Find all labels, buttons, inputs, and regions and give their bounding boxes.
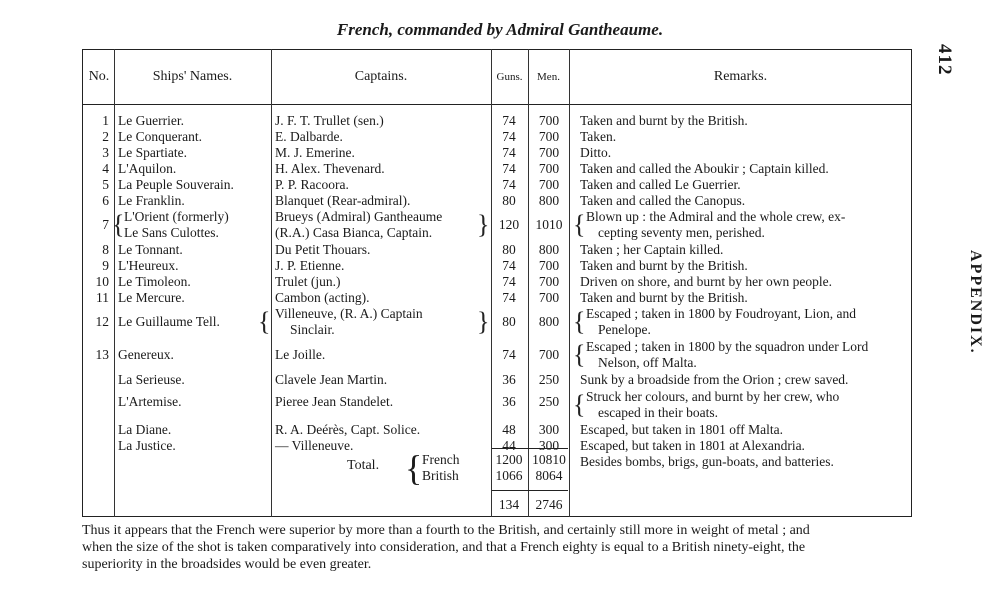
captain-name-alt: (R.A.) Casa Bianca, Captain. — [275, 225, 433, 240]
table-row — [0, 177, 1000, 193]
table-row — [0, 422, 1000, 438]
ship-name: Genereux. — [118, 347, 174, 362]
men-value: 800 — [538, 314, 560, 329]
total-label: Total. — [347, 458, 380, 473]
guns-value: 74 — [502, 258, 516, 273]
captain-name: Villeneuve, (R. A.) Captain — [275, 306, 423, 321]
sum-rule — [492, 448, 568, 449]
footer-line: Thus it appears that the French were superior by more than a fourth to the British, and certainly still more in weight of metal ; and — [82, 523, 810, 538]
french-men: 10810 — [532, 452, 566, 467]
ship-name: Le Franklin. — [118, 193, 185, 208]
guns-value: 74 — [502, 129, 516, 144]
french-label: French — [422, 452, 460, 467]
captain-name: Clavele Jean Martin. — [275, 372, 388, 387]
brace-mark: } — [477, 307, 490, 336]
ship-name: La Justice. — [118, 438, 176, 453]
ship-name: L'Orient (formerly) — [124, 209, 229, 224]
header-remarks: Remarks. — [713, 69, 768, 84]
header-men: Men. — [537, 71, 560, 83]
remark-continued: cepting seventy men, perished. — [598, 225, 765, 240]
captain-name: — Villeneuve. — [275, 438, 354, 453]
row-no: 5 — [102, 177, 109, 192]
remark-continued: escaped in their boats. — [598, 405, 718, 420]
brace-mark: { — [573, 307, 586, 336]
men-value: 250 — [538, 394, 560, 409]
men-value: 700 — [538, 177, 560, 192]
remark: Taken and burnt by the British. — [580, 290, 748, 305]
remark: Taken and burnt by the British. — [580, 258, 748, 273]
remark: Escaped, but taken in 1801 off Malta. — [580, 422, 783, 437]
guns-value: 74 — [502, 113, 516, 128]
guns-value: 74 — [502, 161, 516, 176]
men-value: 700 — [538, 145, 560, 160]
men-value: 1010 — [535, 217, 563, 232]
remark-continued: Nelson, off Malta. — [598, 355, 697, 370]
british-guns: 1066 — [495, 468, 523, 483]
ship-name: Le Mercure. — [118, 290, 185, 305]
guns-value: 74 — [502, 347, 516, 362]
brace-mark: { — [112, 210, 125, 239]
men-value: 800 — [538, 193, 560, 208]
brace-mark: { — [258, 307, 271, 336]
men-value: 700 — [538, 258, 560, 273]
extra-remark: Besides bombs, brigs, gun-boats, and batteries. — [580, 454, 834, 469]
header-guns: Guns. — [496, 71, 523, 83]
table-row — [0, 389, 1000, 422]
remark: Driven on shore, and burnt by her own people. — [580, 274, 832, 289]
ship-name: L'Artemise. — [118, 394, 182, 409]
remark: Taken and called the Canopus. — [580, 193, 746, 208]
french-guns: 1200 — [495, 452, 523, 467]
row-no: 12 — [95, 314, 109, 329]
page-title: French, commanded by Admiral Gantheaume. — [336, 20, 664, 39]
remark: Taken and burnt by the British. — [580, 113, 748, 128]
table-row — [0, 145, 1000, 161]
table-row — [0, 242, 1000, 258]
captain-name: Le Joille. — [275, 347, 326, 362]
row-no: 10 — [95, 274, 109, 289]
table-row — [0, 129, 1000, 145]
men-value: 250 — [538, 372, 560, 387]
guns-value: 74 — [502, 177, 516, 192]
remark: Blown up : the Admiral and the whole crew, ex- — [586, 209, 846, 224]
table-row — [0, 193, 1000, 209]
men-value: 700 — [538, 129, 560, 144]
remark: Sunk by a broadside from the Orion ; crew saved. — [580, 372, 849, 387]
captain-name: M. J. Emerine. — [275, 145, 355, 160]
row-no: 6 — [102, 193, 109, 208]
difference-guns: 134 — [498, 497, 520, 512]
row-no: 11 — [96, 290, 109, 305]
header-divider — [82, 104, 912, 105]
total-men — [530, 452, 568, 484]
men-value: 300 — [538, 438, 560, 453]
footer-line: when the size of the shot is taken comparatively into consideration, and that a French eighty is equal to a British ninety-eight, the — [82, 540, 806, 555]
table-body — [0, 113, 1000, 470]
page-number: 412 — [934, 44, 955, 76]
guns-value: 44 — [502, 438, 516, 453]
remark: Ditto. — [580, 145, 612, 160]
header-no: No. — [88, 69, 110, 84]
guns-value: 74 — [502, 145, 516, 160]
header-captain: Captains. — [354, 69, 408, 84]
remark: Escaped ; taken in 1800 by the squadron under Lord — [586, 339, 869, 354]
guns-value: 74 — [502, 290, 516, 305]
ship-name: Le Tonnant. — [118, 242, 183, 257]
men-value: 700 — [538, 113, 560, 128]
captain-name-alt: Sinclair. — [290, 322, 335, 337]
row-no: 9 — [102, 258, 109, 273]
ship-name: Le Timoleon. — [118, 274, 191, 289]
captain-name: P. P. Racoora. — [275, 177, 349, 192]
row-no: 7 — [102, 217, 109, 232]
table-row — [0, 161, 1000, 177]
ship-name: Le Guerrier. — [118, 113, 184, 128]
guns-value: 36 — [502, 372, 516, 387]
guns-value: 80 — [502, 193, 516, 208]
row-no: 2 — [102, 129, 109, 144]
british-men: 8064 — [535, 468, 563, 483]
captain-name: Trulet (jun.) — [275, 274, 341, 289]
captain-name: R. A. Deérès, Capt. Solice. — [275, 422, 421, 437]
captain-name: H. Alex. Thevenard. — [275, 161, 385, 176]
men-value: 300 — [538, 422, 560, 437]
total-guns — [492, 452, 526, 484]
remark: Taken ; her Captain killed. — [580, 242, 724, 257]
row-no: 3 — [102, 145, 109, 160]
remark: Taken and called the Aboukir ; Captain killed. — [580, 161, 829, 176]
men-value: 700 — [538, 290, 560, 305]
table-row — [0, 306, 1000, 339]
remark-continued: Penelope. — [598, 322, 651, 337]
captain-name: Pieree Jean Standelet. — [275, 394, 394, 409]
remark: Taken and called Le Guerrier. — [580, 177, 741, 192]
table-row — [0, 339, 1000, 372]
captain-name: Du Petit Thouars. — [275, 242, 371, 257]
guns-value: 120 — [498, 217, 520, 232]
ship-name-alt: Le Sans Culottes. — [124, 225, 219, 240]
row-no: 4 — [102, 161, 109, 176]
table-row — [0, 274, 1000, 290]
men-value: 700 — [538, 347, 560, 362]
table-row — [0, 258, 1000, 274]
brace-mark: { — [573, 340, 586, 369]
ship-name: Le Spartiate. — [118, 145, 187, 160]
sum-rule — [492, 490, 568, 491]
ship-name: Le Conquerant. — [118, 129, 202, 144]
ship-name: L'Heureux. — [118, 258, 179, 273]
footer-paragraph — [82, 522, 918, 573]
brace-mark: } — [477, 210, 490, 239]
row-no: 8 — [102, 242, 109, 257]
brace-mark: { — [573, 390, 586, 419]
row-no: 13 — [95, 347, 109, 362]
british-label: British — [422, 468, 459, 483]
captain-name: E. Dalbarde. — [275, 129, 343, 144]
ship-name: La Diane. — [118, 422, 172, 437]
guns-value: 48 — [502, 422, 516, 437]
table-row — [0, 209, 1000, 242]
men-value: 700 — [538, 274, 560, 289]
brace-mark: { — [573, 210, 586, 239]
table-row — [0, 290, 1000, 306]
total-names — [422, 452, 460, 484]
ship-name: La Peuple Souverain. — [118, 177, 234, 192]
captain-name: Cambon (acting). — [275, 290, 370, 305]
captain-name: J. P. Etienne. — [275, 258, 345, 273]
captain-name: J. F. T. Trullet (sen.) — [275, 113, 384, 128]
remark: Taken. — [580, 129, 617, 144]
running-head: APPENDIX. — [967, 250, 984, 355]
remark: Escaped ; taken in 1800 by Foudroyant, Lion, and — [586, 306, 856, 321]
captain-name: Blanquet (Rear-admiral). — [275, 193, 411, 208]
guns-value: 80 — [502, 242, 516, 257]
footer-line: superiority in the broadsides would be even greater. — [82, 557, 372, 572]
brace-mark: { — [405, 448, 423, 488]
captain-name: Bruеys (Admiral) Gantheaume — [275, 209, 443, 224]
guns-value: 80 — [502, 314, 516, 329]
ship-name: Le Guillaume Tell. — [118, 314, 220, 329]
remark: Escaped, but taken in 1801 at Alexandria. — [580, 438, 805, 453]
table-row — [0, 372, 1000, 389]
header-ship: Ships' Names. — [152, 69, 233, 84]
table-row — [0, 113, 1000, 129]
ship-name: La Serieuse. — [118, 372, 185, 387]
remark: Struck her colours, and burnt by her crew, who — [586, 389, 840, 404]
men-value: 700 — [538, 161, 560, 176]
men-value: 800 — [538, 242, 560, 257]
guns-value: 74 — [502, 274, 516, 289]
guns-value: 36 — [502, 394, 516, 409]
row-no: 1 — [102, 113, 109, 128]
difference-men: 2746 — [535, 497, 563, 512]
ship-name: L'Aquilon. — [118, 161, 177, 176]
